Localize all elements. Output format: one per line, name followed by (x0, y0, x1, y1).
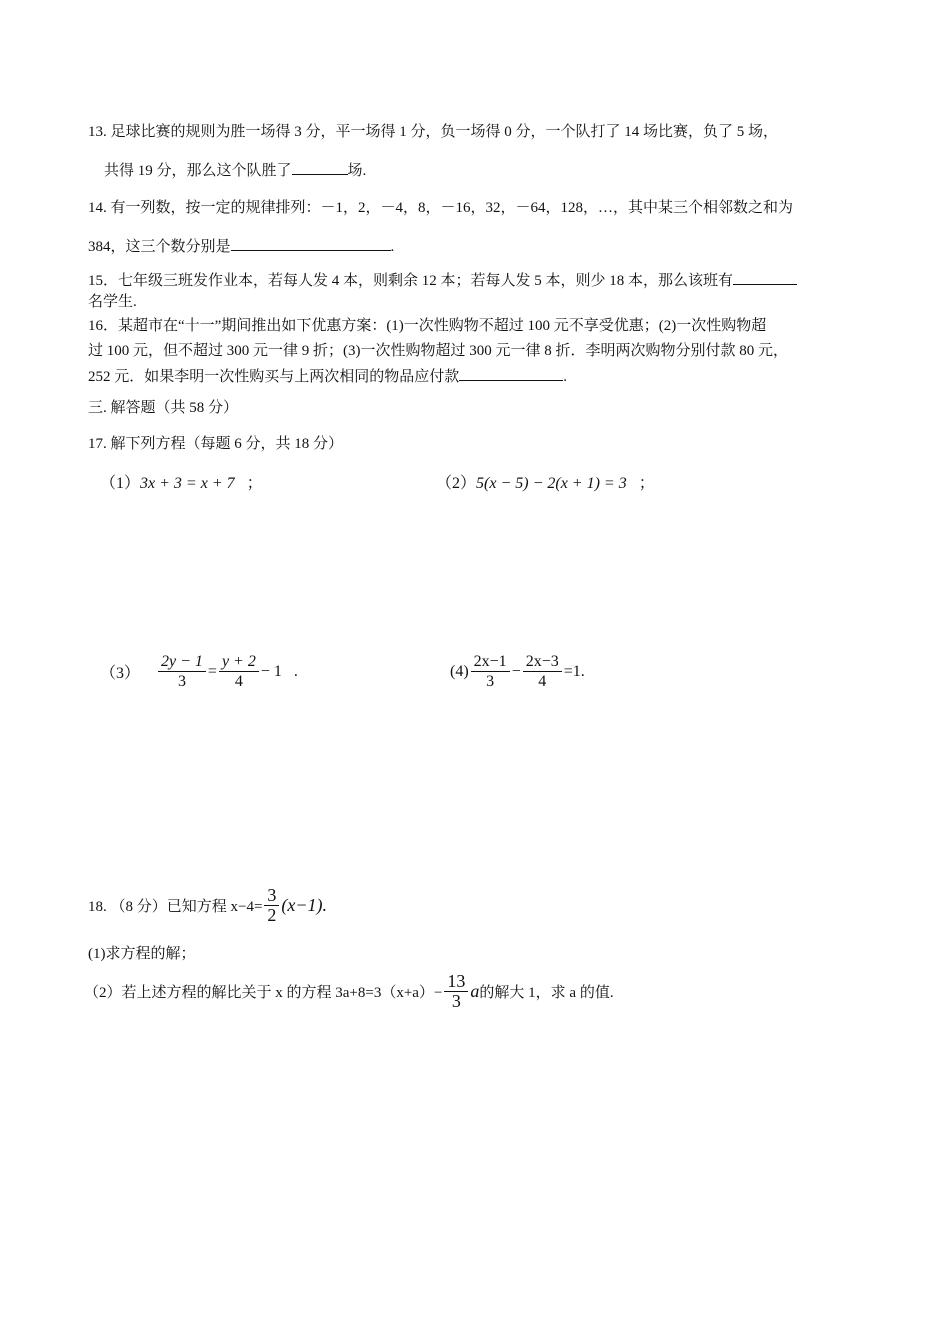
section-title: 三. 解答题（共 58 分） (88, 400, 239, 416)
q17-p2-label: （2） (436, 475, 477, 492)
q18-frac-num: 3 (264, 886, 279, 906)
q16-answer-blank[interactable] (459, 366, 563, 381)
q17-title: 17. 解下列方程（每题 6 分，共 18 分） (88, 436, 344, 452)
q14-text: 384，这三个数分别是 (88, 239, 231, 255)
q17-p3-equals: = (207, 662, 217, 680)
q18-fraction (264, 886, 279, 925)
q17-p1-equation: 3x + 3 = x + 7 (140, 475, 235, 492)
q16-line3 (88, 366, 567, 387)
q17-p3-fraction2 (219, 652, 259, 691)
q14-line2 (88, 236, 394, 257)
q15-answer-blank[interactable] (733, 270, 797, 285)
q18-sub2 (84, 972, 614, 1011)
q17-p3-fraction1 (158, 652, 206, 691)
q16-suffix: . (563, 369, 568, 385)
q18-sub2-var: a (470, 981, 480, 1001)
q18-sub2-fraction (444, 972, 468, 1011)
q17-p4-den2: 4 (538, 673, 547, 690)
q17-part4 (450, 652, 585, 691)
q13-suffix: 场. (347, 163, 367, 179)
q18-title-text: 18. （8 分）已知方程 x−4= (88, 899, 263, 915)
q18-sub2-suffix: 的解大 1，求 a 的值. (479, 985, 614, 1001)
q17-p1-label: （1） (100, 475, 141, 492)
q18-sub2-den: 3 (451, 991, 461, 1011)
q17-p4-rest: =1. (563, 662, 585, 680)
q17-p4-minus: − (511, 662, 521, 680)
q17-part2 (436, 470, 655, 493)
q17-p2-tail: ； (638, 475, 655, 492)
q17-p3-num2: y + 2 (219, 652, 259, 672)
q16-line1: 16．某超市在“十一”期间推出如下优惠方案：(1)一次性购物不超过 100 元不享受优惠；(2)一次性购物超 (88, 318, 767, 334)
q17-p3-den2: 4 (234, 673, 243, 690)
q17-p1-tail: ； (246, 475, 263, 492)
q18-sub2-text: （2）若上述方程的解比关于 x 的方程 3a+8=3（x+a）− (84, 985, 443, 1001)
q18-title-expr: (x−1). (281, 895, 328, 915)
q17-part1 (100, 470, 263, 493)
q13-line1: 13. 足球比赛的规则为胜一场得 3 分，平一场得 1 分，负一场得 0 分，一个队打了 14 场比赛，负了 5 场， (88, 124, 779, 140)
q17-p4-fraction2 (523, 652, 562, 691)
q18-title (88, 886, 327, 925)
q17-p3-den1: 3 (177, 673, 186, 690)
q13-answer-blank[interactable] (292, 160, 348, 175)
q15-line2: 名学生. (88, 294, 137, 310)
q17-p4-fraction1 (471, 652, 510, 691)
q18-frac-den: 2 (267, 905, 277, 925)
q17-p4-num2: 2x−3 (523, 652, 562, 672)
q17-p3-tail: . (293, 662, 298, 680)
q18-sub1: (1)求方程的解； (88, 946, 196, 962)
q16-line2: 过 100 元，但不超过 300 元一律 9 折；(3)一次性购物超过 300 元一律 8 折．李明两次购物分别付款 80 元， (88, 343, 788, 359)
q13-text: 共得 19 分，那么这个队胜了 (104, 163, 292, 179)
q18-sub2-num: 13 (444, 972, 468, 992)
q17-part3 (100, 652, 298, 691)
q16-text: 252 元．如果李明一次性购买与上两次相同的物品应付款 (88, 369, 460, 385)
q17-p4-label: (4) (450, 662, 469, 680)
q14-suffix: . (390, 239, 395, 255)
q17-p3-rest: − 1 (260, 662, 282, 680)
q17-p4-den1: 3 (486, 673, 495, 690)
q17-p2-equation: 5(x − 5) − 2(x + 1) = 3 (476, 475, 627, 492)
q14-line1: 14. 有一列数，按一定的规律排列：－1，2，－4，8，－16，32，－64，128，…，其中某三个相邻数之和为 (88, 200, 794, 216)
q17-p3-num1: 2y − 1 (158, 652, 206, 672)
q14-answer-blank[interactable] (231, 236, 391, 251)
q17-p3-label: （3） (100, 665, 141, 682)
q13-line2 (104, 160, 366, 181)
q15-line1 (88, 270, 797, 291)
q15-text: 15．七年级三班发作业本，若每人发 4 本，则剩余 12 本；若每人发 5 本，则少 18 本，那么该班有 (88, 273, 734, 289)
q17-p4-num1: 2x−1 (471, 652, 510, 672)
